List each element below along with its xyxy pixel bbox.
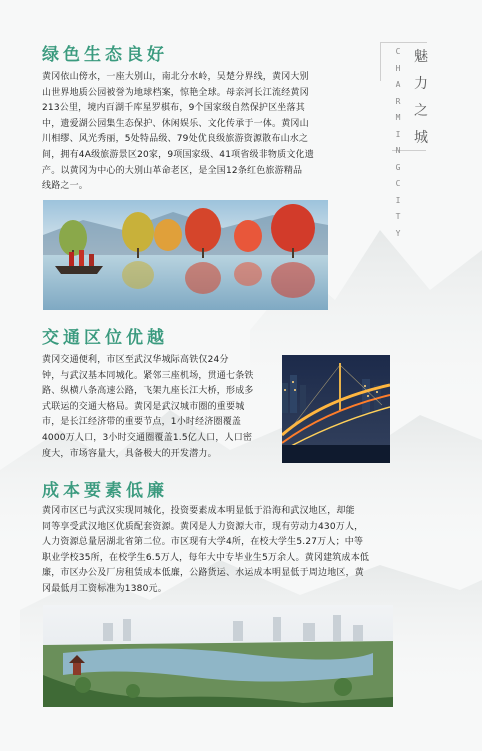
text-line: 4000万人口，3小时交通圈覆盖1.5亿人口，人口密 bbox=[42, 432, 253, 443]
text-line: 山世界地质公园被誉为地球档案，惊艳全球。母亲河长江流经黄冈 bbox=[42, 87, 309, 98]
section-title-cost: 成本要素低廉 bbox=[42, 481, 168, 501]
text-line: 式联运的交通大格局。黄冈是武汉城市圈的重要城 bbox=[42, 401, 245, 412]
text-line: 廉，市区办公及厂房租赁成本低廉，公路货运、水运成本明显低于周边地区，黄 bbox=[42, 568, 365, 579]
side-letter: I bbox=[395, 195, 401, 205]
text-line: 黄冈市区已与武汉实现同城化，投资要素成本明显低于沿海和武汉地区，却能 bbox=[42, 506, 355, 516]
side-letter: R bbox=[395, 96, 401, 106]
night-bridge-photo bbox=[282, 355, 390, 463]
text-line: 人力资源总量居湖北省第二位。市区现有大学4所，在校大学生5.27万人；中等 bbox=[42, 537, 364, 548]
text-line: 间，拥有4A级旅游景区20家，9项国家级、41项省级非物质文化遗 bbox=[42, 149, 314, 160]
section-title-transport: 交通区位优越 bbox=[42, 328, 168, 348]
text-line: 同等享受武汉地区优质配套资源。黄冈是人力资源大市，现有劳动力430万人， bbox=[42, 521, 364, 532]
side-letter: T bbox=[395, 212, 401, 221]
side-charming-city-chinese bbox=[410, 44, 432, 152]
side-letter: G bbox=[395, 162, 401, 172]
text-line: 中，遗爱湖公园集生态保护、休闲娱乐、文化传承于一体。黄冈山 bbox=[42, 118, 309, 129]
text-line: 黄冈交通便利，市区至武汉华城际高铁仅24分 bbox=[42, 355, 229, 365]
side-letter: C bbox=[395, 47, 401, 56]
text-line: 川相缪、风光秀丽，5处特品级、79处优良级旅游资源散布山水之 bbox=[42, 134, 309, 145]
side-letter: H bbox=[395, 63, 401, 73]
side-cn-char: 之 bbox=[414, 103, 428, 119]
text-line: 213公里，境内百湖千库星罗棋布，9个国家级自然保护区坐落其 bbox=[42, 103, 305, 114]
side-letter: N bbox=[395, 146, 401, 155]
section-paragraph-ecology bbox=[42, 70, 362, 195]
text-line: 钟，与武汉基本同城化。紧邻三座机场，贯通七条铁 bbox=[42, 370, 254, 381]
text-line: 产。以黄冈为中心的大别山革命老区，是全国12条红色旅游精品 bbox=[42, 165, 303, 176]
side-cn-char: 力 bbox=[414, 76, 428, 92]
section-paragraph-transport bbox=[42, 353, 277, 462]
text-line: 黄冈依山傍水，一座大别山，南北分水岭，吴楚分界线，黄冈大别 bbox=[42, 72, 309, 82]
text-line: 度大，市场容量大，具备极大的开发潜力。 bbox=[42, 448, 217, 459]
side-letter: Y bbox=[395, 228, 401, 238]
side-cn-char: 城 bbox=[414, 130, 428, 146]
text-line: 线路之一。 bbox=[42, 181, 89, 192]
text-line: 市，是长江经济带的重要节点，1小时经济圈覆盖 bbox=[42, 417, 242, 428]
side-letter: A bbox=[395, 80, 401, 89]
side-letter: I bbox=[395, 129, 401, 139]
lake-autumn-trees-photo bbox=[43, 200, 328, 310]
city-lake-aerial-photo bbox=[43, 605, 393, 707]
side-letter: M bbox=[395, 113, 401, 122]
section-paragraph-cost bbox=[42, 504, 402, 598]
text-line: 职业学校35所，在校学生6.5万人，每年大中专毕业生5万余人。黄冈建筑成本低 bbox=[42, 552, 370, 563]
section-title-ecology: 绿色生态良好 bbox=[42, 45, 168, 65]
side-cn-char: 魅 bbox=[414, 49, 428, 65]
side-charming-city-letters bbox=[392, 44, 404, 242]
text-line: 路、纵横八条高速公路，飞架九座长江大桥，形成多 bbox=[42, 386, 254, 397]
side-letter: C bbox=[395, 179, 401, 188]
text-line: 冈最低月工资标准为1380元。 bbox=[42, 583, 167, 594]
